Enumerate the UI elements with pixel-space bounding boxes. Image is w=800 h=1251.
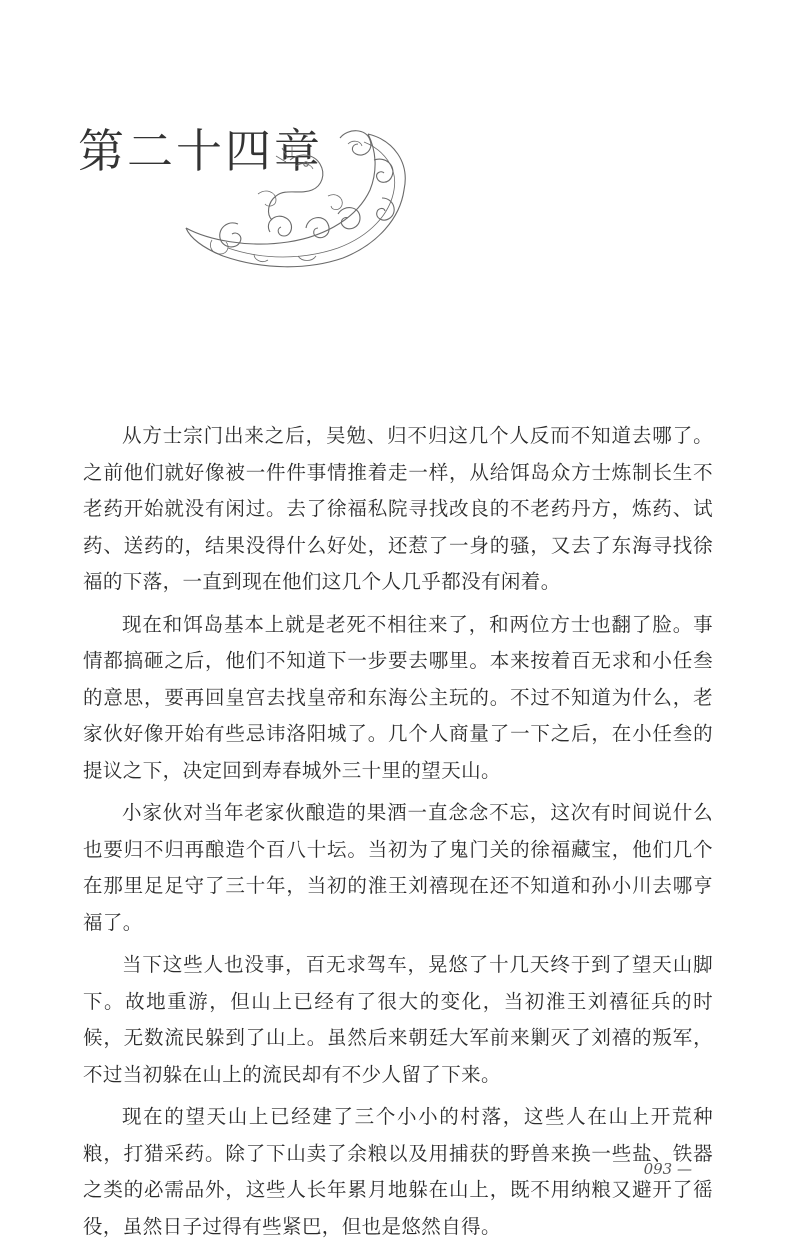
cloud-dragon-ornament-icon <box>178 120 418 280</box>
chapter-title: 第二十四章 <box>78 124 323 178</box>
page-number: 093 — <box>643 1160 692 1178</box>
paragraph: 当下这些人也没事，百无求驾车，晃悠了十几天终于到了望天山脚下。故地重游，但山上已经有了很大的变化，当初淮王刘禧征兵的时候，无数流民躲到了山上。虽然后来朝廷大军前来剿灭了刘禧的叛军，不过当初躲在山上的流民却有不少人留了下来。 <box>83 953 713 1086</box>
chapter-body <box>83 418 713 1251</box>
paragraph: 小家伙对当年老家伙酿造的果酒一直念念不忘，这次有时间说什么也要归不归再酿造个百八十坛。当初为了鬼门关的徐福藏宝，他们几个在那里足足守了三十年，当初的淮王刘禧现在还不知道和孙小川去哪亨福了。 <box>83 801 713 934</box>
paragraph: 现在的望天山上已经建了三个小小的村落，这些人在山上开荒种粮，打猎采药。除了下山卖了余粮以及用捕获的野兽来换一些盐、铁器之类的必需品外，这些人长年累月地躲在山上，既不用纳粮又避开了徭役，虽然日子过得有些紧巴，但也是悠然自得。 <box>83 1105 713 1238</box>
paragraph: 从方士宗门出来之后，吴勉、归不归这几个人反而不知道去哪了。之前他们就好像被一件件事情推着走一样，从给饵岛众方士炼制长生不老药开始就没有闲过。去了徐福私院寻找改良的不老药丹方，炼药、试药、送药的，结果没得什么好处，还惹了一身的骚，又去了东海寻找徐福的下落，一直到现在他们这几个人几乎都没有闲着。 <box>83 424 713 593</box>
paragraph: 现在和饵岛基本上就是老死不相往来了，和两位方士也翻了脸。事情都搞砸之后，他们不知道下一步要去哪里。本来按着百无求和小任叁的意思，要再回皇宫去找皇帝和东海公主玩的。不过不知道为什么，老家伙好像开始有些忌讳洛阳城了。几个人商量了一下之后，在小任叁的提议之下，决定回到寿春城外三十里的望天山。 <box>83 612 713 782</box>
